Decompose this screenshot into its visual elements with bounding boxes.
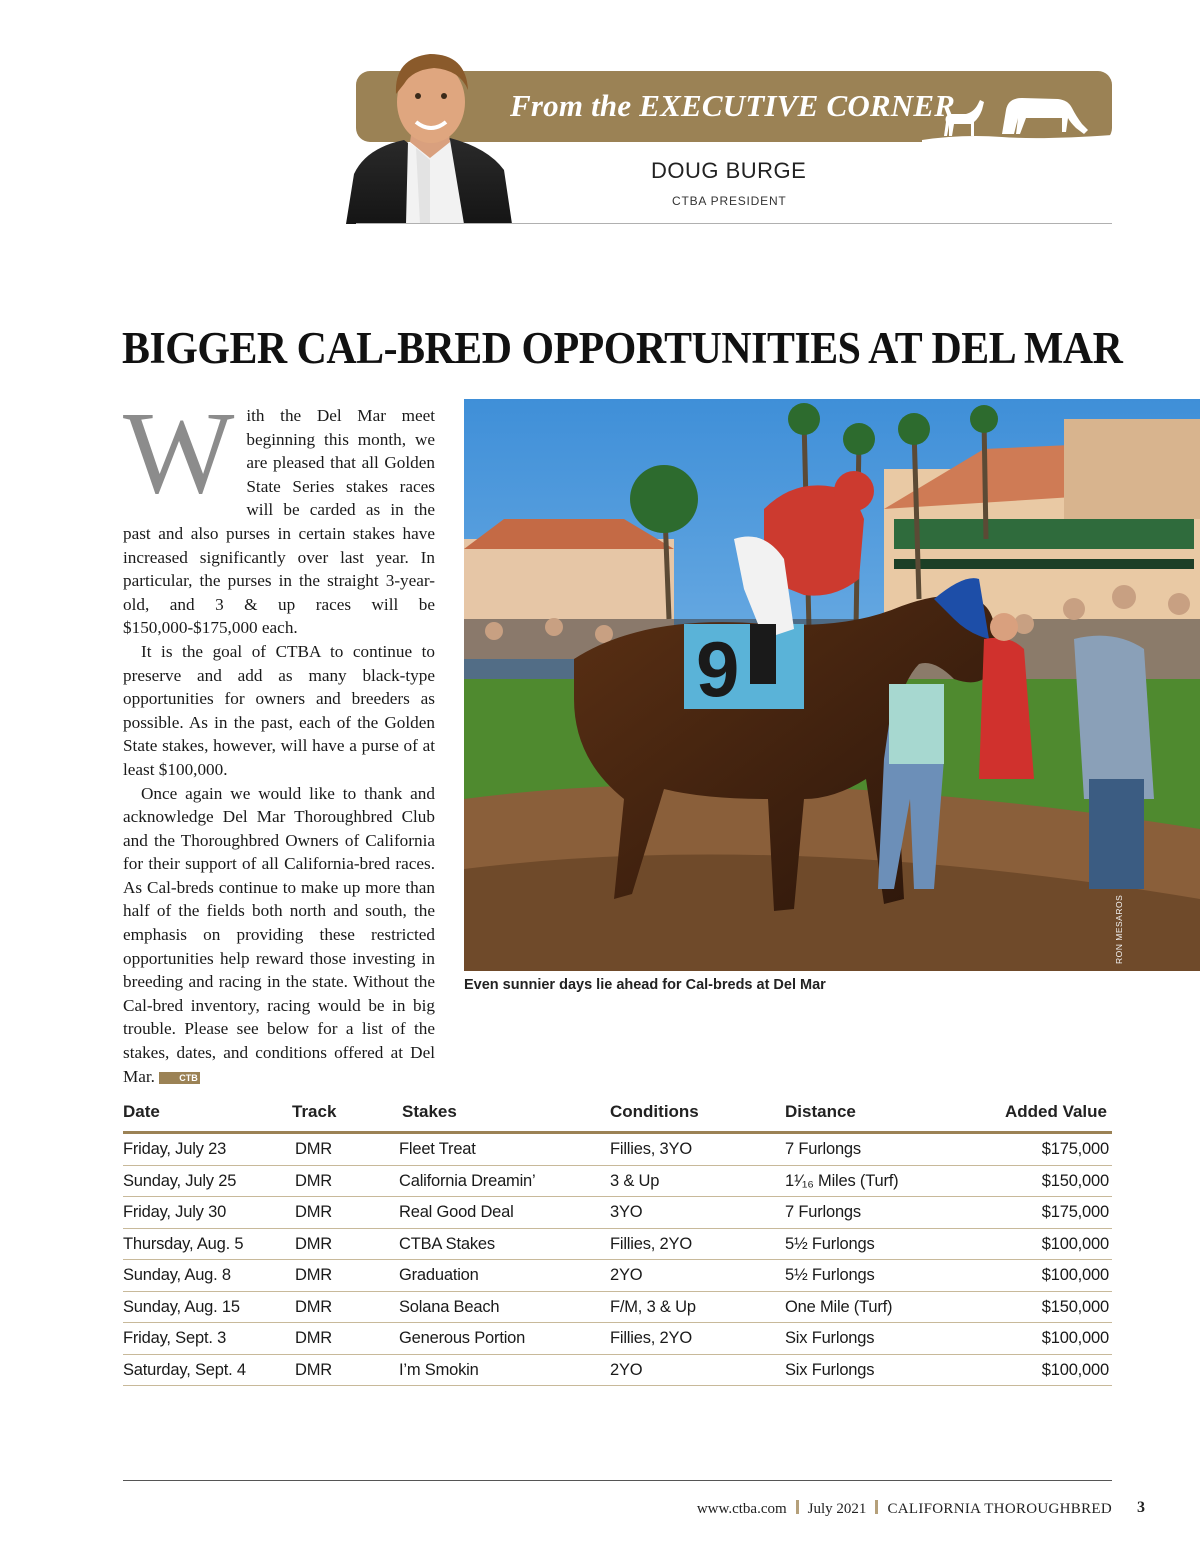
- footer-separator: [796, 1500, 799, 1514]
- page-footer: [697, 1500, 1112, 1518]
- horses-silhouette-icon: [922, 88, 1112, 142]
- photo-credit: RON MESAROS: [1114, 894, 1124, 964]
- cell-conditions: Fillies, 3YO: [610, 1140, 692, 1158]
- cell-track: DMR: [295, 1234, 332, 1253]
- column-header-distance: Distance: [785, 1102, 856, 1121]
- footer-publication: CALIFORNIA THOROUGHBRED: [887, 1501, 1112, 1517]
- table-row: [123, 1229, 1112, 1261]
- cell-added-value: $100,000: [1041, 1266, 1109, 1284]
- cell-distance: 7 Furlongs: [785, 1140, 861, 1158]
- footer-website-link[interactable]: www.ctba.com: [696, 1501, 787, 1517]
- table-row: [123, 1197, 1112, 1229]
- cell-date: Saturday, Sept. 4: [123, 1360, 246, 1379]
- banner-title: From the EXECUTIVE CORNER: [510, 88, 956, 123]
- author-name: DOUG BURGE: [651, 158, 807, 183]
- cell-track: DMR: [295, 1140, 332, 1158]
- drop-cap: W: [123, 387, 235, 518]
- paragraph-2: It is the goal of CTBA to continue to preserve and add as many black-type opportunities for owners and breeders as possible. As in the past, each of the Golden State stakes, however, will have a purse of at least $100,000.: [123, 641, 435, 779]
- cell-added-value: $100,000: [1041, 1234, 1109, 1253]
- column-header-date: Date: [123, 1102, 160, 1121]
- cell-date: Friday, July 23: [123, 1140, 227, 1158]
- cell-added-value: $150,000: [1041, 1171, 1109, 1190]
- paragraph-3-text: Once again we would like to thank and acknowledge Del Mar Thoroughbred Club and the Thoroughbred Owners of California for their support of all California-bred races. As Cal-breds continue to make up more than half of the fields both north and south, the emphasis on providing these restricted opportunities help reward those investing in breeding and racing in the state. Without the Cal-bred inventory, racing would be in big trouble. Please see below for a list of the stakes, dates, and conditions offered at Del Mar.: [123, 783, 435, 1086]
- stakes-table: [123, 1098, 1112, 1386]
- table-header-row: [123, 1098, 1112, 1134]
- cell-stakes: Graduation: [399, 1266, 479, 1284]
- ctb-end-mark-icon: CTB: [159, 1072, 200, 1084]
- cell-conditions: 3 & Up: [610, 1171, 660, 1190]
- table-row: [123, 1260, 1112, 1292]
- cell-track: DMR: [295, 1329, 332, 1347]
- cell-track: DMR: [295, 1171, 332, 1190]
- header-divider: [356, 223, 1112, 224]
- column-header-stakes: Stakes: [402, 1102, 457, 1121]
- cell-stakes: California Dreamin’: [399, 1171, 536, 1190]
- paragraph-3: [123, 782, 435, 1089]
- author-portrait: [346, 44, 516, 224]
- cell-distance: Six Furlongs: [785, 1329, 875, 1347]
- cell-added-value: $100,000: [1041, 1360, 1109, 1379]
- article-headline: BIGGER CAL-BRED OPPORTUNITIES AT DEL MAR: [122, 323, 1123, 373]
- cell-conditions: 2YO: [610, 1360, 643, 1379]
- cell-added-value: $150,000: [1041, 1297, 1109, 1316]
- cell-track: DMR: [295, 1360, 332, 1379]
- column-header-added-value: Added Value: [1004, 1102, 1107, 1121]
- article-body: [123, 387, 435, 1088]
- photo-caption: Even sunnier days lie ahead for Cal-breds at Del Mar: [464, 977, 826, 993]
- table-row: [123, 1355, 1112, 1387]
- cell-distance: 5½ Furlongs: [785, 1266, 875, 1284]
- table-row: [123, 1292, 1112, 1324]
- cell-distance: 1¹⁄₁₆ Miles (Turf): [785, 1171, 899, 1190]
- cell-distance: 7 Furlongs: [785, 1203, 861, 1221]
- footer-separator: [875, 1500, 878, 1514]
- cell-conditions: Fillies, 2YO: [610, 1234, 692, 1253]
- cell-added-value: $175,000: [1041, 1203, 1109, 1221]
- footer-issue: July 2021: [807, 1501, 867, 1517]
- cell-conditions: Fillies, 2YO: [610, 1329, 692, 1347]
- column-header-track: Track: [292, 1102, 337, 1121]
- table-row: [123, 1134, 1112, 1166]
- cell-stakes: Fleet Treat: [399, 1140, 476, 1158]
- cell-date: Sunday, Aug. 15: [123, 1297, 240, 1316]
- cell-date: Friday, Sept. 3: [123, 1329, 227, 1347]
- author-role: CTBA PRESIDENT: [672, 194, 787, 208]
- table-row: [123, 1323, 1112, 1355]
- cell-stakes: Solana Beach: [399, 1297, 500, 1316]
- cell-stakes: Real Good Deal: [399, 1203, 514, 1221]
- cell-distance: Six Furlongs: [785, 1360, 875, 1379]
- paragraph-1: [123, 387, 435, 640]
- race-horse-photo: [464, 399, 1200, 971]
- cell-date: Sunday, July 25: [123, 1171, 237, 1190]
- footer-divider: [123, 1480, 1112, 1481]
- cell-conditions: 3YO: [610, 1203, 643, 1221]
- cell-conditions: F/M, 3 & Up: [610, 1297, 696, 1316]
- cell-track: DMR: [295, 1297, 332, 1316]
- cell-date: Thursday, Aug. 5: [123, 1234, 244, 1253]
- cell-stakes: Generous Portion: [399, 1329, 526, 1347]
- saddle-number: 9: [696, 625, 740, 713]
- cell-date: Friday, July 30: [123, 1203, 227, 1221]
- cell-track: DMR: [295, 1203, 332, 1221]
- table-body: [123, 1134, 1112, 1386]
- cell-added-value: $100,000: [1041, 1329, 1109, 1347]
- cell-track: DMR: [295, 1266, 332, 1284]
- cell-conditions: 2YO: [610, 1266, 643, 1284]
- cell-stakes: CTBA Stakes: [399, 1234, 495, 1253]
- table-row: [123, 1166, 1112, 1198]
- cell-stakes: I’m Smokin: [399, 1360, 479, 1379]
- paragraph-1-text: ith the Del Mar meet beginning this month, we are pleased that all Golden State Series stakes races will be carded as in the past and also purses in certain stakes have increased significantly over last year. In particular, the purses in the straight 3-year-old, and 3 & up races will be $150,000-$175,000 each.: [123, 406, 435, 638]
- cell-date: Sunday, Aug. 8: [123, 1266, 231, 1284]
- cell-added-value: $175,000: [1041, 1140, 1109, 1158]
- cell-distance: One Mile (Turf): [785, 1297, 893, 1316]
- page-number: 3: [1137, 1499, 1145, 1516]
- column-header-conditions: Conditions: [610, 1102, 699, 1121]
- cell-distance: 5½ Furlongs: [785, 1234, 875, 1253]
